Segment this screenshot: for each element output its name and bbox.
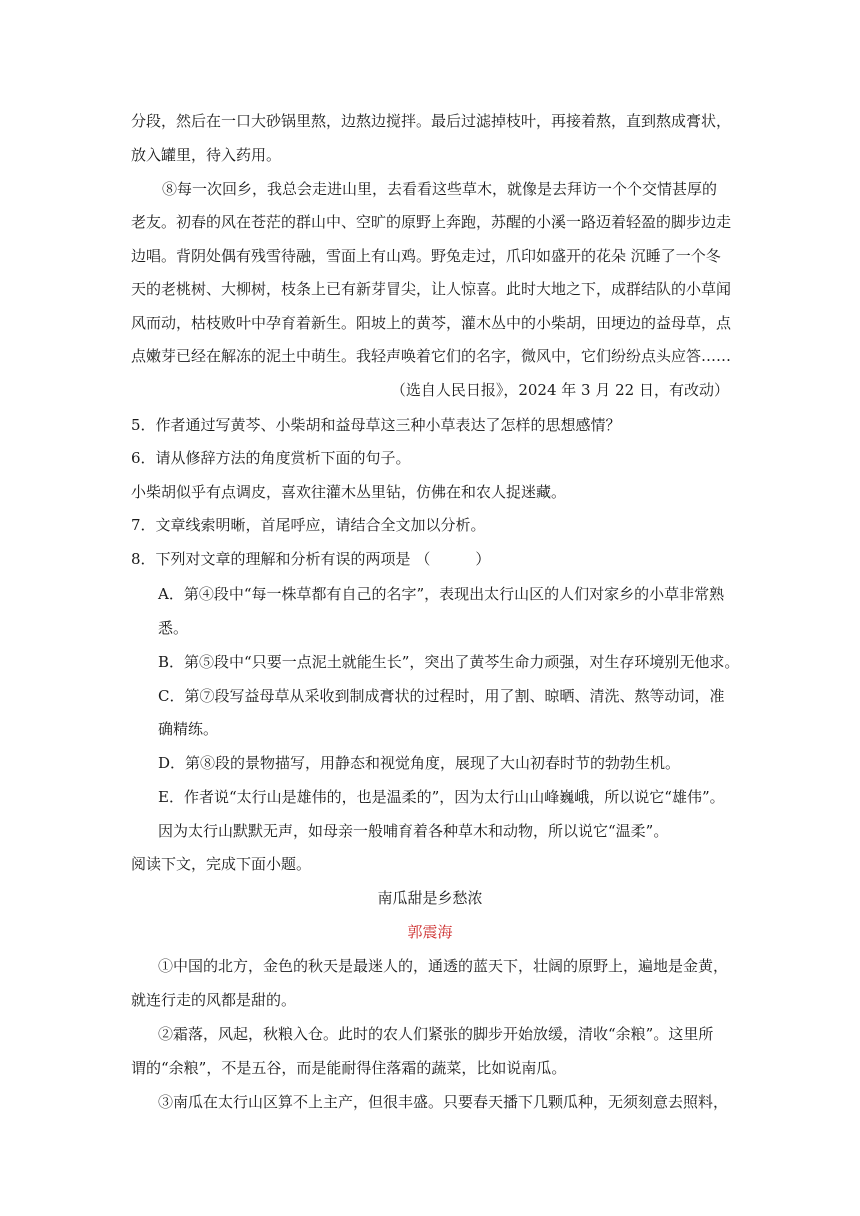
reading-instruction: 阅读下文，完成下面小题。 [131, 855, 312, 873]
option-d: D．第⑧段的景物描写，用静态和视觉角度，展现了大山初春时节的勃勃生机。 [158, 754, 681, 772]
passage1-line: 点嫩芽已经在解冻的泥土中萌生。我轻声唤着它们的名字，微风中，它们纷纷点头应答…… [131, 347, 732, 365]
passage2-line: ①中国的北方，金色的秋天是最迷人的，通透的蓝天下，壮阔的原野上，遍地是金黄， [158, 957, 729, 975]
option-b: B．第⑤段中“只要一点泥土就能生长”，突出了黄芩生命力顽强，对生存环境别无他求。 [158, 653, 740, 671]
passage2-line: 谓的“余粮”，不是五谷，而是能耐得住落霜的蔬菜，比如说南瓜。 [131, 1059, 567, 1077]
option-e: E．作者说“太行山是雄伟的，也是温柔的”，因为太行山山峰巍峨，所以说它“雄伟”。 [158, 788, 725, 806]
option-e-continued: 因为太行山默默无声，如母亲一般哺育着各种草木和动物，所以说它“温柔”。 [158, 822, 669, 840]
passage1-line: 边唱。背阴处偶有残雪待融，雪面上有山鸡。野兔走过，爪印如盛开的花朵 沉睡了一个冬 [131, 247, 721, 265]
passage1-line: 分段，然后在一口大砂锅里熬，边熬边搅拌。最后过滤掉枝叶，再接着熬，直到熬成膏状， [131, 112, 732, 130]
option-a-continued: 悉。 [158, 619, 189, 637]
paragraph-8-line: ⑧每一次回乡，我总会走进山里，去看看这些草木，就像是去拜访一个个交情甚厚的 [162, 180, 718, 198]
question-5: 5．作者通过写黄芩、小柴胡和益母草这三种小草表达了怎样的思想感情？ [131, 416, 621, 434]
option-c: C．第⑦段写益母草从采收到制成膏状的过程时，用了割、晾晒、清洗、熬等动词，准 [158, 687, 725, 705]
passage1-line: 天的老桃树、大柳树，枝条上已有新芽冒尖，让人惊喜。此时大地之下，成群结队的小草闻 [131, 280, 732, 298]
passage2-line: 就连行走的风都是甜的。 [131, 991, 297, 1009]
article-author: 郭震海 [407, 923, 453, 941]
article-title: 南瓜甜是乡愁浓 [377, 889, 483, 907]
question-6: 6．请从修辞方法的角度赏析下面的句子。 [131, 449, 411, 467]
option-a: A．第④段中“每一株草都有自己的名字”，表现出太行山区的人们对家乡的小草非常熟 [158, 585, 725, 603]
question-6-sentence: 小柴胡似乎有点调皮，喜欢往灌木丛里钻，仿佛在和农人捉迷藏。 [131, 483, 567, 501]
question-7: 7．文章线索明晰，首尾呼应，请结合全文加以分析。 [131, 516, 486, 534]
passage1-line: 风而动，枯枝败叶中孕育着新生。阳坡上的黄芩，灌木丛中的小柴胡，田埂边的益母草，点 [131, 314, 732, 332]
question-8: 8．下列对文章的理解和分析有误的两项是 （ ） [131, 550, 491, 568]
passage1-line: 老友。初春的风在苍茫的群山中、空旷的原野上奔跑，苏醒的小溪一路迈着轻盈的脚步边走 [131, 213, 732, 231]
source-citation: （选自人民日报》，2024 年 3 月 22 日，有改动） [390, 381, 729, 399]
passage2-line: ②霜落，风起，秋粮入仓。此时的农人们紧张的脚步开始放缓，清收“余粮”。这里所 [158, 1025, 714, 1043]
passage2-line: ③南瓜在太行山区算不上主产，但很丰盛。只要春天播下几颗瓜种，无须刻意去照料， [158, 1093, 729, 1111]
option-c-continued: 确精练。 [158, 720, 219, 738]
passage1-line: 放入罐里，待入药用。 [131, 146, 282, 164]
